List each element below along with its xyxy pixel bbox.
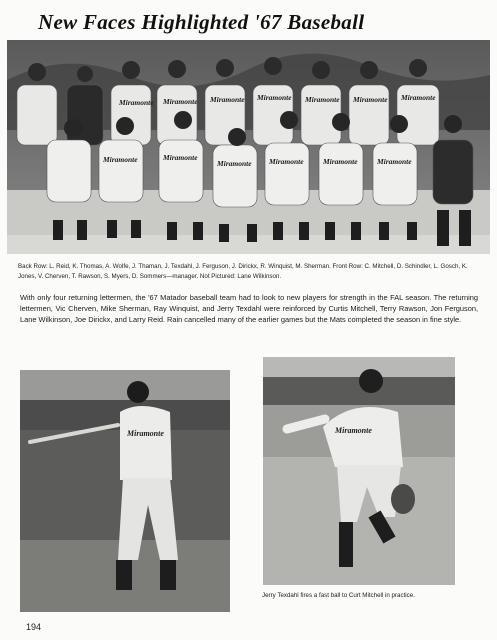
batter-jersey-script: Miramonte <box>127 429 164 438</box>
jersey-script-6: Miramonte <box>353 95 388 104</box>
jersey-script-10: Miramonte <box>217 159 252 168</box>
jersey-script-11: Miramonte <box>269 157 304 166</box>
pitcher-jersey-script: Miramonte <box>335 426 372 435</box>
batter-photo-graphic <box>20 370 230 612</box>
jersey-script-5: Miramonte <box>305 95 340 104</box>
jersey-script-2: Miramonte <box>163 97 198 106</box>
jersey-script-12: Miramonte <box>323 157 358 166</box>
jersey-script-8: Miramonte <box>103 155 138 164</box>
team-roster-caption: Back Row: L. Reid, K. Thomas, A. Wolfe, J. Thaman, J. Texdahl, J. Ferguson, J. Dirickx, R. Winquist, M. Sherman. Front Row: C. Mitchell, D. Schindler, L. Gosch, K. Jones, V. Cherven, T. Rawson, S. Myers, D. Sommers—manager. Not Pictured: Lane Wilkinson. <box>18 263 468 280</box>
jersey-script-4: Miramonte <box>257 93 292 102</box>
team-photo-graphic <box>7 40 490 254</box>
jersey-script-13: Miramonte <box>377 157 412 166</box>
page-number: 194 <box>26 622 42 632</box>
page-title: New Faces Highlighted '67 Baseball <box>38 10 365 34</box>
article-text: With only four returning lettermen, the '67 Matador baseball team had to look to new players for strength in the FAL season. The returning lettermen, Vic Cherven, Mike Sherman, Ray Winquist, and Jerry Texdahl were reinforced by Curtis Mitchell, Terry Rawson, Jon Ferguson, Lane Wilkinson, Joe Dirickx, and Larry Reid. Rain cancelled many of the earlier games but the Mats completed the season in fine style. <box>20 293 478 324</box>
pitcher-caption: Jerry Texdahl fires a fast ball to Curt Mitchell in practice. <box>262 592 415 599</box>
batter-photo <box>20 370 230 612</box>
jersey-script-7: Miramonte <box>401 93 436 102</box>
team-photo <box>7 40 490 254</box>
jersey-script-1: Miramonte <box>119 98 154 107</box>
jersey-script-9: Miramonte <box>163 153 198 162</box>
jersey-script-3: Miramonte <box>210 95 245 104</box>
pitcher-photo <box>263 357 455 585</box>
pitcher-photo-graphic <box>263 357 455 585</box>
